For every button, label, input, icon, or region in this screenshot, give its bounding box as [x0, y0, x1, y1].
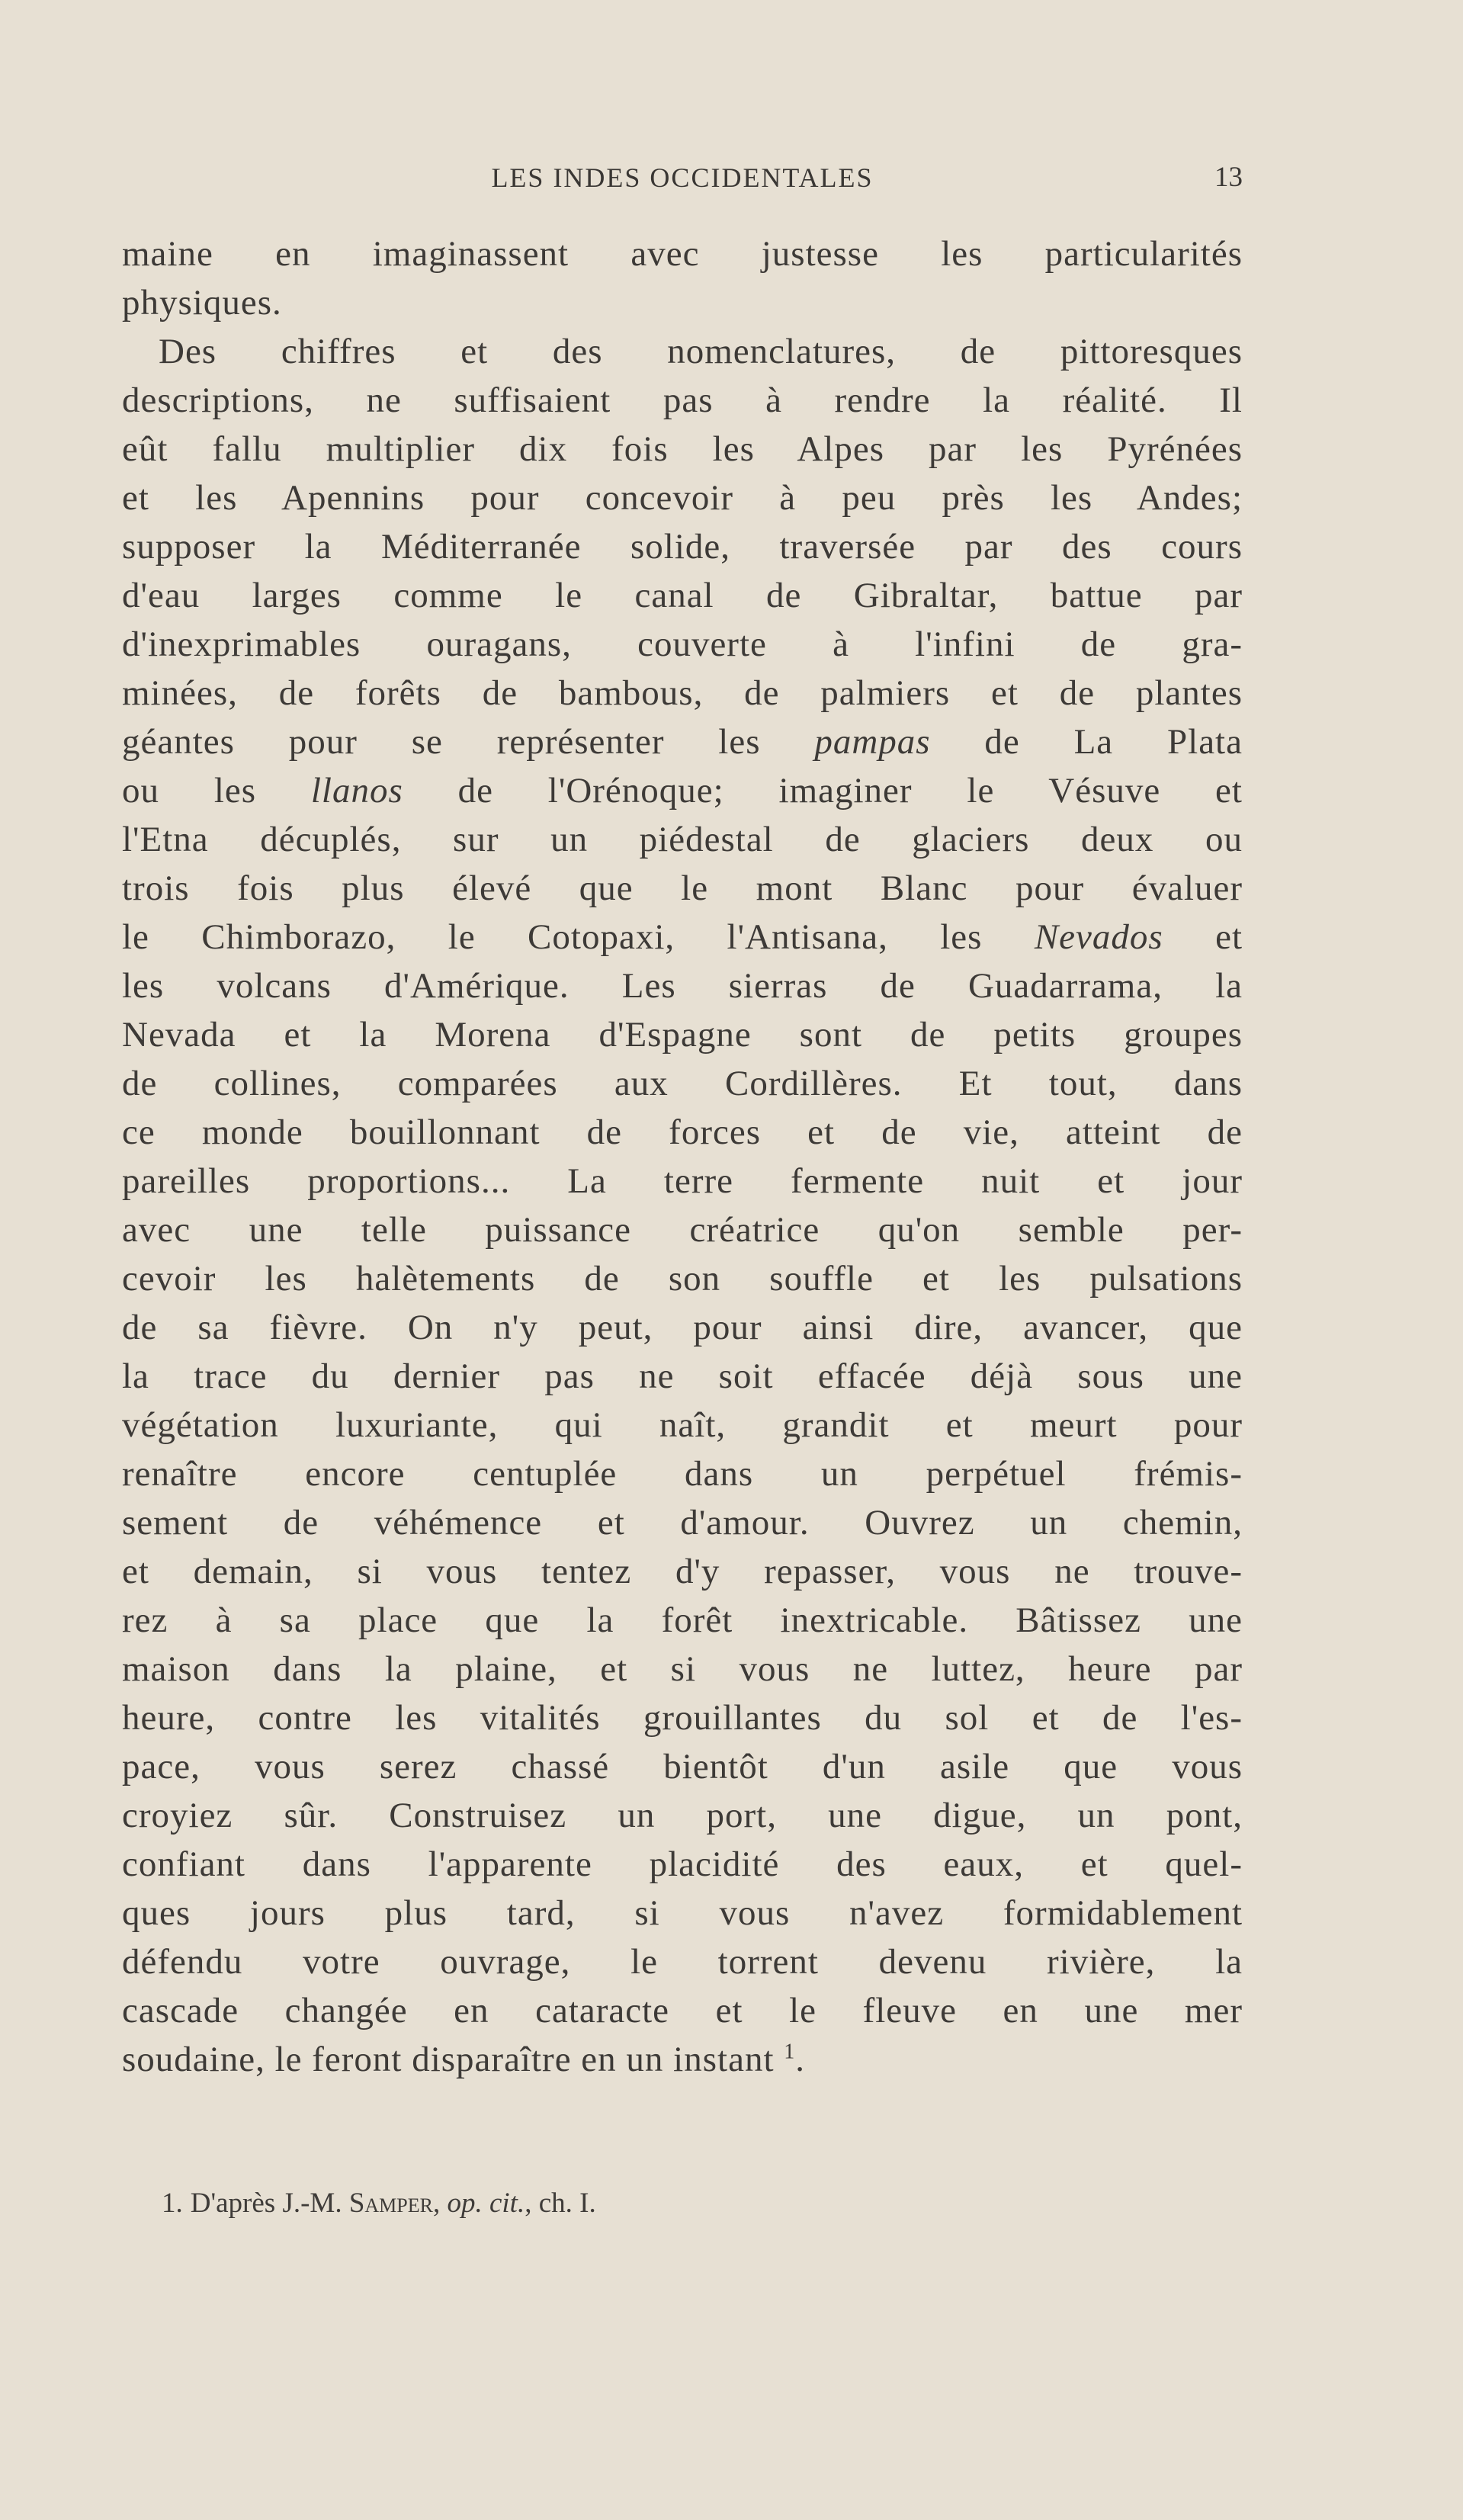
- italic-term: Nevados: [1034, 917, 1163, 957]
- text-line: croyiez sûr. Construisez un port, une digue, un pont,: [122, 1796, 1243, 1835]
- text-line: l'Etna décuplés, sur un piédestal de glaciers deux ou: [122, 820, 1243, 859]
- italic-term: pampas: [814, 722, 931, 762]
- text-line: Nevada et la Morena d'Espagne sont de petits groupes: [122, 1015, 1243, 1055]
- footnote-author: Samper: [348, 2188, 433, 2219]
- text-line: minées, de forêts de bambous, de palmiers et de plantes: [122, 673, 1243, 713]
- text-line: [122, 2035, 1243, 2084]
- footnote-ref: op. cit.: [447, 2188, 525, 2219]
- footnote-text: ,: [432, 2188, 448, 2219]
- text-line: ce monde bouillonnant de forces et de vie, atteint de: [122, 1112, 1243, 1152]
- text-line: [122, 766, 1243, 815]
- running-title: LES INDES OCCIDENTALES: [491, 162, 874, 193]
- text-line: Des chiffres et des nomenclatures, de pittoresques: [159, 332, 1243, 371]
- text-line: avec une telle puissance créatrice qu'on semble per-: [122, 1210, 1243, 1250]
- text-line: les volcans d'Amérique. Les sierras de Guadarrama, la: [122, 966, 1243, 1006]
- text-line: cascade changée en cataracte et le fleuve en une mer: [122, 1991, 1243, 2030]
- text-line: de collines, comparées aux Cordillères. Et tout, dans: [122, 1064, 1243, 1103]
- text-line: descriptions, ne suffisaient pas à rendre la réalité. Il: [122, 380, 1243, 420]
- text-line: trois fois plus élevé que le mont Blanc pour évaluer: [122, 868, 1243, 908]
- page-number: 13: [1214, 162, 1243, 193]
- text-segment: et: [1163, 917, 1243, 957]
- body-text: [122, 230, 1243, 2084]
- text-line: supposer la Méditerranée solide, traversée par des cours: [122, 527, 1243, 567]
- text-line: de sa fièvre. On n'y peut, pour ainsi dire, avancer, que: [122, 1308, 1243, 1347]
- text-segment: ou les: [122, 771, 311, 811]
- text-line: et les Apennins pour concevoir à peu près les Andes;: [122, 478, 1243, 518]
- text-line: maison dans la plaine, et si vous ne luttez, heure par: [122, 1649, 1243, 1689]
- text-segment: géantes pour se représenter les: [122, 722, 815, 762]
- text-line: renaître encore centuplée dans un perpétuel frémis-: [122, 1454, 1243, 1494]
- text-segment: soudaine, le feront disparaître en un instant: [122, 2040, 775, 2079]
- text-segment: le Chimborazo, le Cotopaxi, l'Antisana, les: [122, 917, 1035, 957]
- text-segment: .: [795, 2040, 805, 2079]
- text-line: [122, 717, 1243, 766]
- text-line: cevoir les halètements de son souffle et les pulsations: [122, 1259, 1243, 1299]
- text-line: la trace du dernier pas ne soit effacée déjà sous une: [122, 1356, 1243, 1396]
- footnote-number: 1.: [162, 2188, 183, 2219]
- footnote: [162, 2185, 1229, 2223]
- text-line: confiant dans l'apparente placidité des eaux, et quel-: [122, 1844, 1243, 1884]
- italic-term: llanos: [310, 771, 403, 811]
- text-line: défendu votre ouvrage, le torrent devenu rivière, la: [122, 1942, 1243, 1982]
- text-segment: de La Plata: [930, 722, 1243, 762]
- text-line: pace, vous serez chassé bientôt d'un asile que vous: [122, 1747, 1243, 1786]
- text-line: rez à sa place que la forêt inextricable. Bâtissez une: [122, 1600, 1243, 1640]
- text-line: heure, contre les vitalités grouillantes du sol et de l'es-: [122, 1698, 1243, 1738]
- running-head: [122, 159, 1243, 197]
- text-line: eût fallu multiplier dix fois les Alpes par les Pyrénées: [122, 429, 1243, 469]
- text-line: d'inexprimables ouragans, couverte à l'infini de gra-: [122, 624, 1243, 664]
- text-line: et demain, si vous tentez d'y repasser, vous ne trouve-: [122, 1552, 1243, 1591]
- text-line: [122, 913, 1243, 961]
- text-line: sement de véhémence et d'amour. Ouvrez un chemin,: [122, 1503, 1243, 1542]
- footnote-reference[interactable]: 1: [784, 2040, 796, 2064]
- footnote-text: , ch. I.: [525, 2188, 596, 2219]
- text-line: ques jours plus tard, si vous n'avez formidablement: [122, 1893, 1243, 1933]
- text-segment: de l'Orénoque; imaginer le Vésuve et: [403, 771, 1243, 811]
- text-line: pareilles proportions... La terre fermente nuit et jour: [122, 1161, 1243, 1201]
- text-line: d'eau larges comme le canal de Gibraltar, battue par: [122, 576, 1243, 615]
- text-line: physiques.: [122, 283, 282, 323]
- text-line: maine en imaginassent avec justesse les particularités: [122, 234, 1243, 274]
- footnote-text: D'après J.-M.: [190, 2188, 349, 2219]
- text-line: végétation luxuriante, qui naît, grandit et meurt pour: [122, 1405, 1243, 1445]
